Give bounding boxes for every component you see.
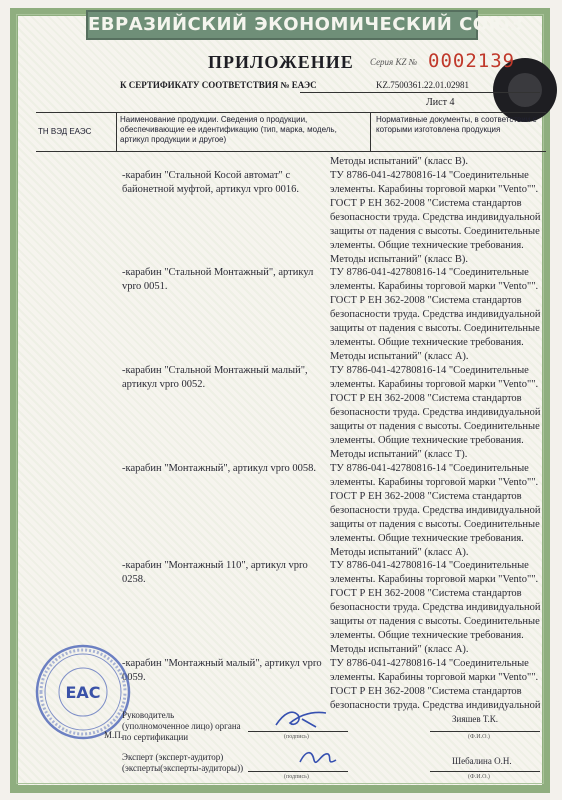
seal-text: EAC — [65, 683, 101, 702]
header-divider — [116, 113, 117, 151]
expert-name: Шебалина О.Н. — [452, 756, 512, 766]
product-cell: -карабин "Монтажный малый", артикул vpro 0059. — [122, 658, 322, 683]
table-header — [36, 112, 546, 152]
union-banner: ЕВРАЗИЙСКИЙ ЭКОНОМИЧЕСКИЙ СОЮЗ — [86, 10, 478, 40]
product-cell: -карабин "Монтажный", артикул vpro 0058. — [122, 463, 316, 474]
header-product: Наименование продукции. Сведения о продукции, обеспечивающие ее идентификацию (тип, марка, модель, артикул продукции и другое) — [120, 115, 337, 144]
header-tnved: ТН ВЭД ЕАЭС — [38, 127, 92, 136]
eac-seal — [33, 642, 133, 742]
punch-hole-inner — [508, 73, 542, 107]
norm-cell: ТУ 8786-041-42780816-14 "Соединительные элементы. Карабины торговой марки "Vento"". ГОСТ Р ЕН 362-2008 "Система стандартов безопасности труда. Средства индивидуальной защиты от падения с высоты. Соединительные элементы. Общие технические требования. Методы испытаний" (класс А). — [330, 560, 541, 655]
head-label: Руководитель (уполномоченное лицо) органа по сертификации — [122, 710, 241, 742]
name-caption: (Ф.И.О.) — [468, 734, 490, 740]
series-number: 0002139 — [428, 50, 516, 72]
sign-caption: (подпись) — [284, 734, 309, 740]
expert-signature-icon — [296, 744, 342, 772]
norm-cell: ТУ 8786-041-42780816-14 "Соединительные элементы. Карабины торговой марки "Vento"". ГОСТ Р ЕН 362-2008 "Система стандартов безопасности труда. Средства индивидуальной защиты от падения с высоты. Соединительные элементы. Общие технические требования. Методы испытаний" (класс А). — [330, 267, 541, 362]
expert-name-line — [430, 771, 540, 772]
product-cell: -карабин "Стальной Монтажный малый", артикул vpro 0052. — [122, 365, 308, 390]
certificate-subtitle: К СЕРТИФИКАТУ СООТВЕТСТВИЯ № ЕАЭС — [120, 80, 317, 90]
product-cell: -карабин "Стальной Монтажный", артикул vpro 0051. — [122, 267, 314, 292]
certificate-number-underline — [300, 92, 540, 93]
certificate-number: KZ.7500361.22.01.02981 — [376, 80, 469, 90]
mp-label: М.П. — [104, 730, 124, 740]
norm-cell: ТУ 8786-041-42780816-14 "Соединительные элементы. Карабины торговой марки "Vento"". ГОСТ Р ЕН 362-2008 "Система стандартов безопасности труда. Средства индивидуальной защиты от падения с высоты. Соединительные элементы. Общие технические требования. Методы испытаний" (класс А). — [330, 463, 541, 558]
series-label: Серия KZ № — [370, 57, 418, 67]
sign-caption: (подпись) — [284, 774, 309, 780]
norm-cell: Методы испытаний" (класс B). — [330, 156, 468, 167]
name-caption: (Ф.И.О.) — [468, 774, 490, 780]
expert-label: Эксперт (эксперт-аудитор) (эксперты(эксперты-аудиторы)) — [122, 752, 244, 773]
norm-cell: ТУ 8786-041-42780816-14 "Соединительные элементы. Карабины торговой марки "Vento"". ГОСТ Р ЕН 362-2008 "Система стандартов безопасности труда. Средства индивидуальной защиты от падения с высоты. Соединительные элементы. Общие технические требования. Методы испытаний" (класс B). — [330, 170, 541, 265]
header-norms: Нормативные документы, в соответствии с которыми изготовлена продукция — [376, 115, 537, 134]
head-name: Зияшев Т.К. — [452, 714, 498, 724]
sheet-number: Лист 4 — [426, 97, 455, 108]
page-title: ПРИЛОЖЕНИЕ — [208, 52, 354, 72]
norm-cell: ТУ 8786-041-42780816-14 "Соединительные элементы. Карабины торговой марки "Vento"". ГОСТ Р ЕН 362-2008 "Система стандартов безопасности труда. Средства индивидуальной — [330, 658, 541, 711]
product-cell: -карабин "Стальной Косой автомат" с байонетной муфтой, артикул vpro 0016. — [122, 170, 299, 195]
head-name-line — [430, 731, 540, 732]
norm-cell: ТУ 8786-041-42780816-14 "Соединительные элементы. Карабины торговой марки "Vento"". ГОСТ Р ЕН 362-2008 "Система стандартов безопасности труда. Средства индивидуальной защиты от падения с высоты. Соединительные элементы. Общие технические требования. Методы испытаний" (класс Т). — [330, 365, 541, 460]
head-signature-icon — [272, 705, 332, 733]
product-cell: -карабин "Монтажный 110", артикул vpro 0258. — [122, 560, 308, 585]
header-divider — [370, 113, 371, 151]
